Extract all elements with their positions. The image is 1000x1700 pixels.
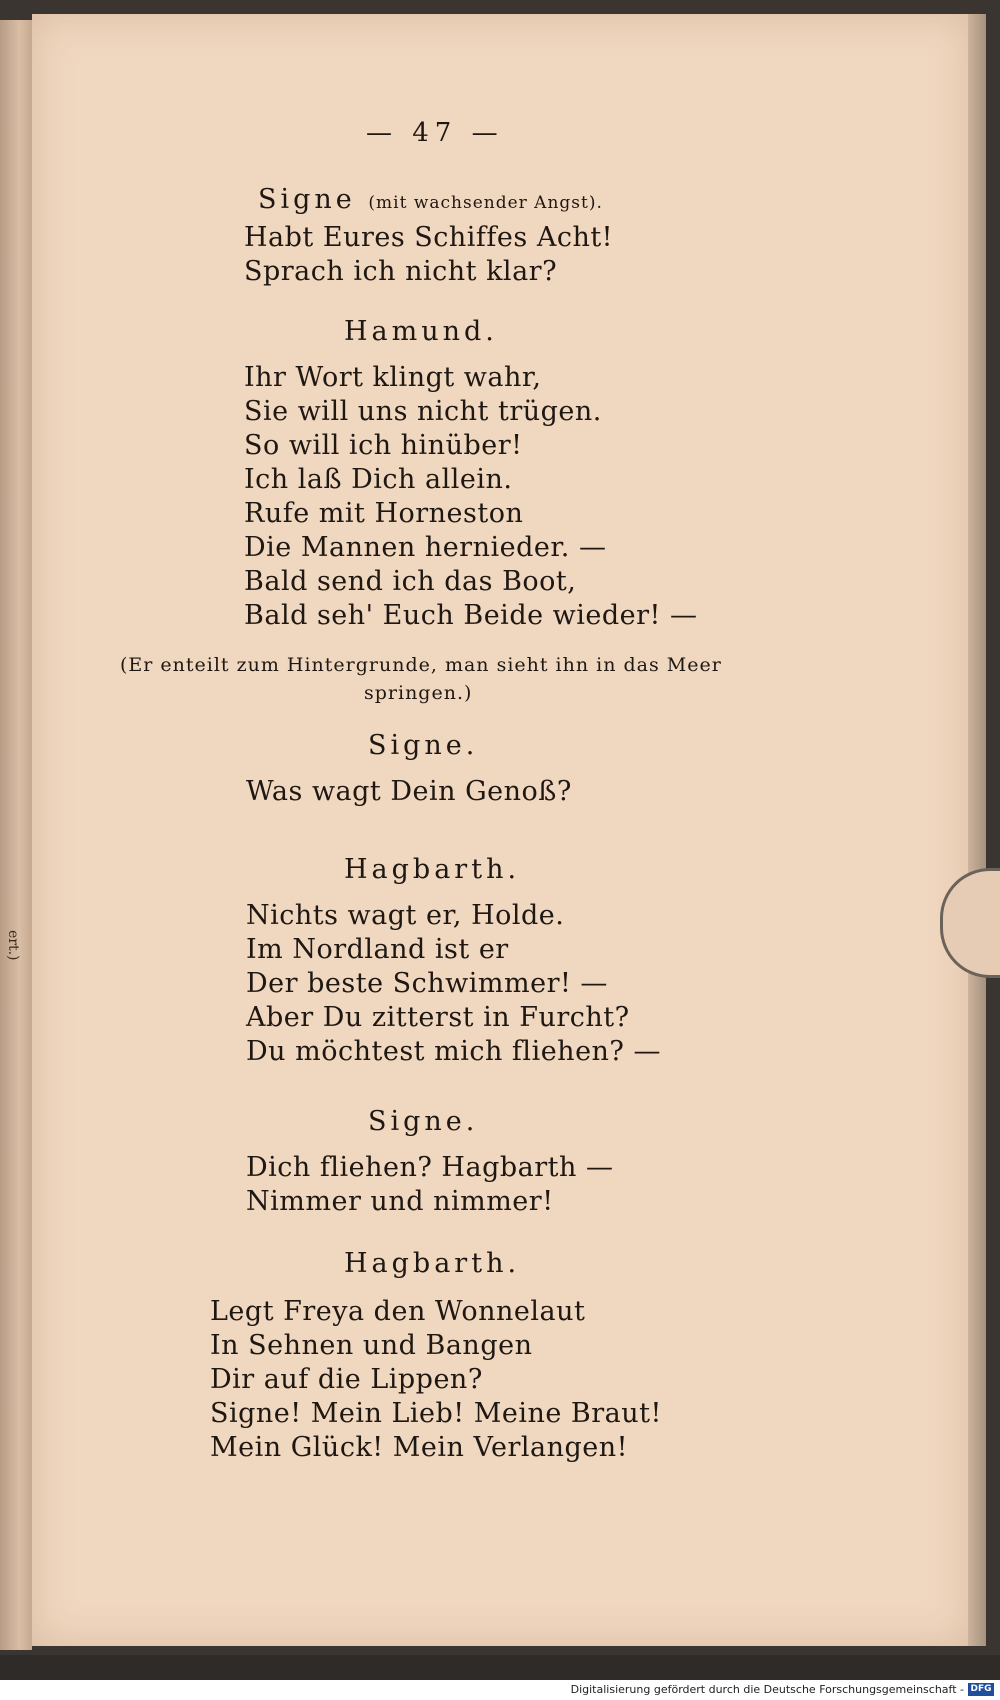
verse-line: Aber Du zitterst in Furcht? xyxy=(246,1002,630,1033)
footer-credit: Digitalisierung gefördert durch die Deutsche Forschungsgemeinschaft - xyxy=(570,1683,964,1696)
verse-line: Was wagt Dein Genoß? xyxy=(246,776,572,807)
page-number: — 47 — xyxy=(366,118,504,148)
verse-line: Nimmer und nimmer! xyxy=(246,1186,554,1217)
left-page-edge xyxy=(0,20,32,1650)
verse-line: Signe! Mein Lieb! Meine Braut! xyxy=(210,1398,662,1429)
verse-line: Bald seh' Euch Beide wieder! — xyxy=(244,600,698,631)
verse-line: Nichts wagt er, Holde. xyxy=(246,900,565,931)
verse-line: Rufe mit Horneston xyxy=(244,498,524,529)
verse-line: Dir auf die Lippen? xyxy=(210,1364,483,1395)
page xyxy=(32,14,970,1646)
verse-line: Habt Eures Schiffes Acht! xyxy=(244,222,614,253)
verse-line: Sie will uns nicht trügen. xyxy=(244,396,602,427)
verse-line: Ihr Wort klingt wahr, xyxy=(244,362,542,393)
speaker-name: Signe. xyxy=(368,1106,479,1137)
verse-line: Sprach ich nicht klar? xyxy=(244,256,558,287)
dfg-logo: DFG xyxy=(968,1683,994,1696)
verse-line: Der beste Schwimmer! — xyxy=(246,968,608,999)
speaker-name: Hagbarth. xyxy=(344,854,521,885)
page-content xyxy=(32,14,970,1646)
speaker-name: Hamund. xyxy=(344,316,498,347)
speaker-name: Signe (mit wachsender Angst). xyxy=(258,184,603,215)
footer-bar xyxy=(0,1680,1000,1700)
margin-fragment: ert.) xyxy=(5,930,21,961)
verse-line: Im Nordland ist er xyxy=(246,934,509,965)
verse-line: Mein Glück! Mein Verlangen! xyxy=(210,1432,628,1463)
verse-line: In Sehnen und Bangen xyxy=(210,1330,533,1361)
right-page-edge xyxy=(968,14,986,1646)
verse-line: Die Mannen hernieder. — xyxy=(244,532,607,563)
verse-line: Bald send ich das Boot, xyxy=(244,566,577,597)
verse-line: Du möchtest mich fliehen? — xyxy=(246,1036,661,1067)
speaker-name: Hagbarth. xyxy=(344,1248,521,1279)
speaker-name: Signe. xyxy=(368,730,479,761)
verse-line: So will ich hinüber! xyxy=(244,430,523,461)
verse-line: Ich laß Dich allein. xyxy=(244,464,513,495)
stage-direction: (Er enteilt zum Hintergrunde, man sieht ihn in das Meer xyxy=(120,654,722,676)
verse-line: Legt Freya den Wonnelaut xyxy=(210,1296,586,1327)
verse-line: Dich fliehen? Hagbarth — xyxy=(246,1152,614,1183)
stage-direction: springen.) xyxy=(364,682,473,704)
